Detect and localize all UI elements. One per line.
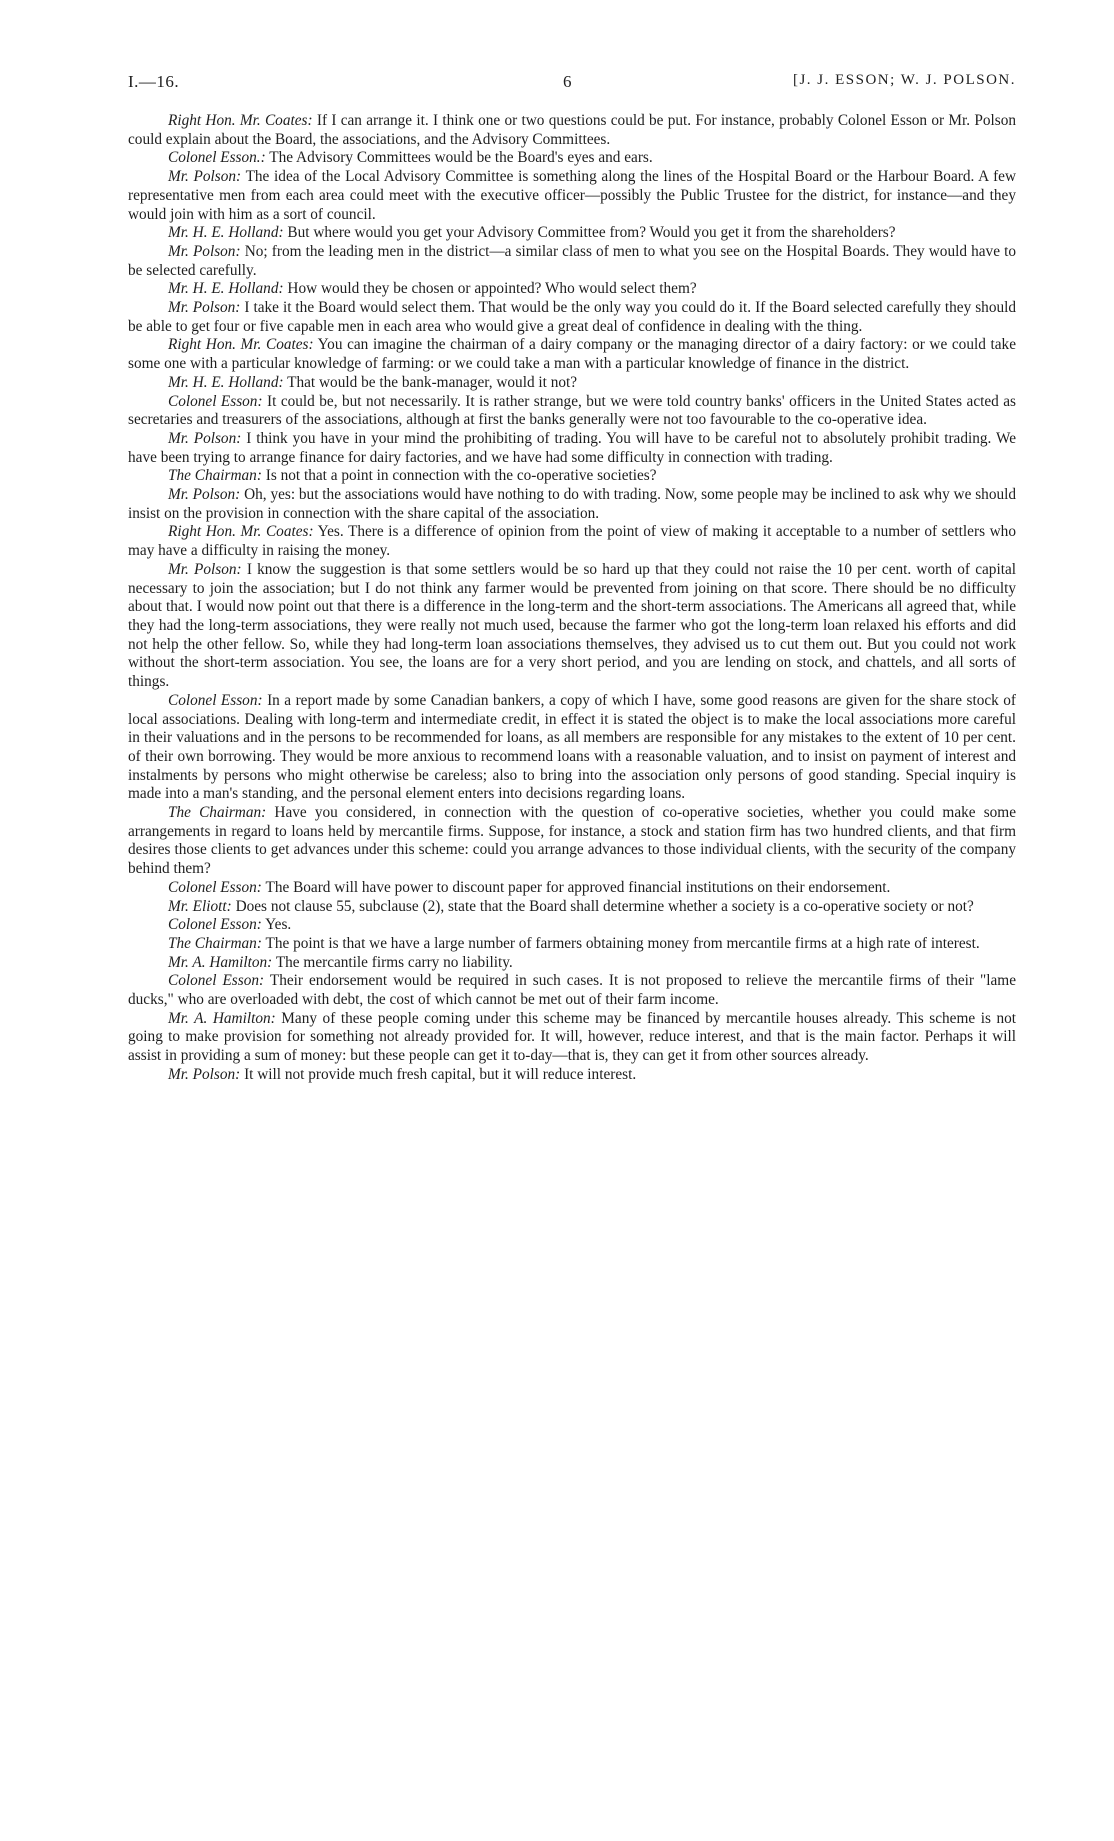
speech-text: Is not that a point in connection with the co-operative societies? [265, 467, 657, 485]
speaker-name: The Chairman: [168, 934, 262, 952]
speaker-name: Mr. Polson: [168, 242, 241, 260]
paragraph [128, 972, 1016, 1009]
speech-text: I know the suggestion is that some settlers would be so hard up that they could not raise the 10 per cent. worth of capital necessary to join the association; but I do not think any farmer would be prevented from joining on that score. There should be no difficulty about that. I would now point out that there is a difference in the long-term and the short-term associations. The Americans all agreed that, while they had the long-term associations, they were really not much used, because the farmer who got the long-term loan relaxed his efforts and did not help the other fellow. So, while they had long-term loan associations themselves, they advised us to cut them out. But you could not work without the short-term association. You see, the loans are for a very short period, and you are lending on stock, and chattels, and all sorts of things. [128, 560, 1016, 691]
speech-text: Oh, yes: but the associations would have nothing to do with trading. Now, some people may be inclined to ask why we should insist on the provision in connection with the share capital of the association. [128, 486, 1017, 522]
paragraph [128, 954, 1016, 973]
paragraph [128, 692, 1016, 804]
paragraph [128, 430, 1016, 467]
speech-text: That would be the bank-manager, would it not? [287, 373, 578, 391]
paragraph [128, 916, 1016, 935]
speaker-name: Mr. H. E. Holland: [168, 280, 284, 298]
speaker-name: Mr. A. Hamilton: [168, 953, 273, 971]
speaker-name: Mr. Polson: [168, 486, 241, 504]
paragraph [128, 467, 1016, 486]
paragraph [128, 243, 1016, 280]
speech-text: Have you considered, in connection with the question of co-operative societies, whether you could make some arrangements in regard to loans held by mercantile firms. Suppose, for instance, a stock and station firm has two hundred clients, and that firm desires those clients to get advances under this scheme: could you arrange advances to those individual clients, with the security of the company behind them? [128, 804, 1016, 878]
page-number: 6 [563, 72, 572, 91]
speech-text: Many of these people coming under this scheme may be financed by mercantile houses already. This scheme is not going to make provision for something not already provided for. It will, however, reduce interest, and that is the main factor. Perhaps it will assist in providing a sum of money: but these people can get it to-day—that is, they can get it from other sources already. [128, 1009, 1017, 1065]
paragraph [128, 280, 1016, 299]
paragraph [128, 393, 1016, 430]
report-reference: I.—16. [128, 72, 180, 91]
speech-text: The mercantile firms carry no liability. [275, 953, 513, 971]
speech-text: Yes. There is a difference of opinion from the point of view of making it acceptable to a number of settlers who may have a difficulty in raising the money. [128, 523, 1016, 560]
speech-text: How would they be chosen or appointed? Who would select them? [287, 280, 697, 298]
paragraph [128, 336, 1016, 373]
speech-text: Yes. [265, 916, 292, 934]
transcript-body [128, 112, 1016, 1085]
speech-text: In a report made by some Canadian bankers, a copy of which I have, some good reasons are given for the share stock of local associations. Dealing with long-term and intermediate credit, in effect it is stated the object is to make the local associations more careful in their valuations and in the persons to be recommended for loans, as all members are responsible for any mistakes to the extent of 10 per cent. of their own borrowing. They would be more anxious to recommend loans with a reasonable valuation, and to insist on payment of interest and instalments by persons who might otherwise be careless; also to bring into the association only persons of good standing. Special inquiry is made into a man's standing, and the personal element enters into decisions regarding loans. [128, 691, 1017, 803]
paragraph [128, 224, 1016, 243]
paragraph [128, 149, 1016, 168]
speaker-name: Colonel Esson: [168, 916, 262, 934]
speaker-name: Mr. A. Hamilton: [168, 1009, 276, 1027]
speech-text: No; from the leading men in the district—a similar class of men to what you see on the Hospital Boards. They would have to be selected carefully. [128, 242, 1017, 279]
speaker-name: Mr. Polson: [168, 299, 241, 317]
paragraph [128, 898, 1016, 917]
speaker-name: Right Hon. Mr. Coates: [168, 112, 313, 129]
speaker-name: The Chairman: [168, 804, 267, 822]
speaker-name: Colonel Esson: [168, 691, 263, 709]
speaker-name: Right Hon. Mr. Coates: [168, 523, 314, 541]
speech-text: It could be, but not necessarily. It is rather strange, but we were told country banks' officers in the United States acted as secretaries and treasurers of the associations, although at first the banks generally were not too favourable to the co-operative idea. [128, 392, 1017, 429]
speech-text: The Board will have power to discount paper for approved financial institutions on their endorsement. [265, 878, 891, 896]
paragraph [128, 374, 1016, 393]
speech-text: The Advisory Committees would be the Board's eyes and ears. [269, 149, 653, 167]
page-header [128, 72, 1016, 96]
speaker-name: Colonel Esson: [168, 972, 265, 990]
speaker-name: Mr. Polson: [168, 168, 242, 186]
speaker-name: Mr. H. E. Holland: [168, 224, 284, 242]
speaker-name: Mr. Eliott: [168, 897, 232, 915]
speaker-name: Mr. Polson: [168, 429, 242, 447]
speech-text: I think you have in your mind the prohibiting of trading. You will have to be careful not to absolutely prohibit trading. We have been trying to arrange finance for dairy factories, and we have had some difficulty in connection with trading. [128, 429, 1017, 466]
speaker-name: Mr. Polson: [168, 560, 242, 578]
speaker-name: Mr. Polson: [168, 1065, 241, 1083]
paragraph [128, 168, 1016, 224]
witness-names: [J. J. ESSON; W. J. POLSON. [792, 72, 1016, 88]
paragraph [128, 486, 1016, 523]
speech-text: The idea of the Local Advisory Committee is something along the lines of the Hospital Board or the Harbour Board. A few representative men from each area could meet with the executive officer—possibly the Public Trustee for the district, for instance—and they would join with him as a sort of council. [128, 168, 1017, 223]
paragraph [128, 561, 1016, 692]
speech-text: But where would you get your Advisory Committee from? Would you get it from the shareholders? [287, 224, 896, 242]
paragraph [128, 299, 1016, 336]
speaker-name: Colonel Esson.: [168, 149, 266, 167]
paragraph [128, 879, 1016, 898]
paragraph [128, 804, 1016, 879]
speech-text: I take it the Board would select them. That would be the only way you could do it. If the Board selected carefully they should be able to get four or five capable men in each area who would give a great deal of confidence in dealing with the thing. [128, 299, 1017, 335]
paragraph [128, 1010, 1016, 1066]
paragraph [128, 523, 1016, 560]
speaker-name: Colonel Esson: [168, 392, 263, 410]
speech-text: It will not provide much fresh capital, but it will reduce interest. [244, 1065, 637, 1083]
paragraph [128, 1066, 1016, 1085]
speech-text: Does not clause 55, subclause (2), state that the Board shall determine whether a society is a co-operative society or not? [235, 897, 974, 915]
speaker-name: Right Hon. Mr. Coates: [168, 336, 314, 354]
speech-text: You can imagine the chairman of a dairy company or the managing director of a dairy factory: or we could take some one with a particular knowledge of farming: or we could take a man with a particular knowledge of finance in the district. [128, 336, 1016, 373]
speech-text: If I can arrange it. I think one or two questions could be put. For instance, probably Colonel Esson or Mr. Polson could explain about the Board, the associations, and the Advisory Committees. [128, 112, 1016, 148]
speaker-name: Mr. H. E. Holland: [168, 373, 284, 391]
speaker-name: The Chairman: [168, 467, 262, 485]
speaker-name: Colonel Esson: [168, 878, 262, 896]
speech-text: Their endorsement would be required in such cases. It is not proposed to relieve the mercantile firms of their "lame ducks," who are overloaded with debt, the cost of which cannot be met out of their farm income. [128, 972, 1016, 1009]
paragraph [128, 112, 1016, 149]
speech-text: The point is that we have a large number of farmers obtaining money from mercantile firms at a high rate of interest. [265, 934, 980, 952]
paragraph [128, 935, 1016, 954]
